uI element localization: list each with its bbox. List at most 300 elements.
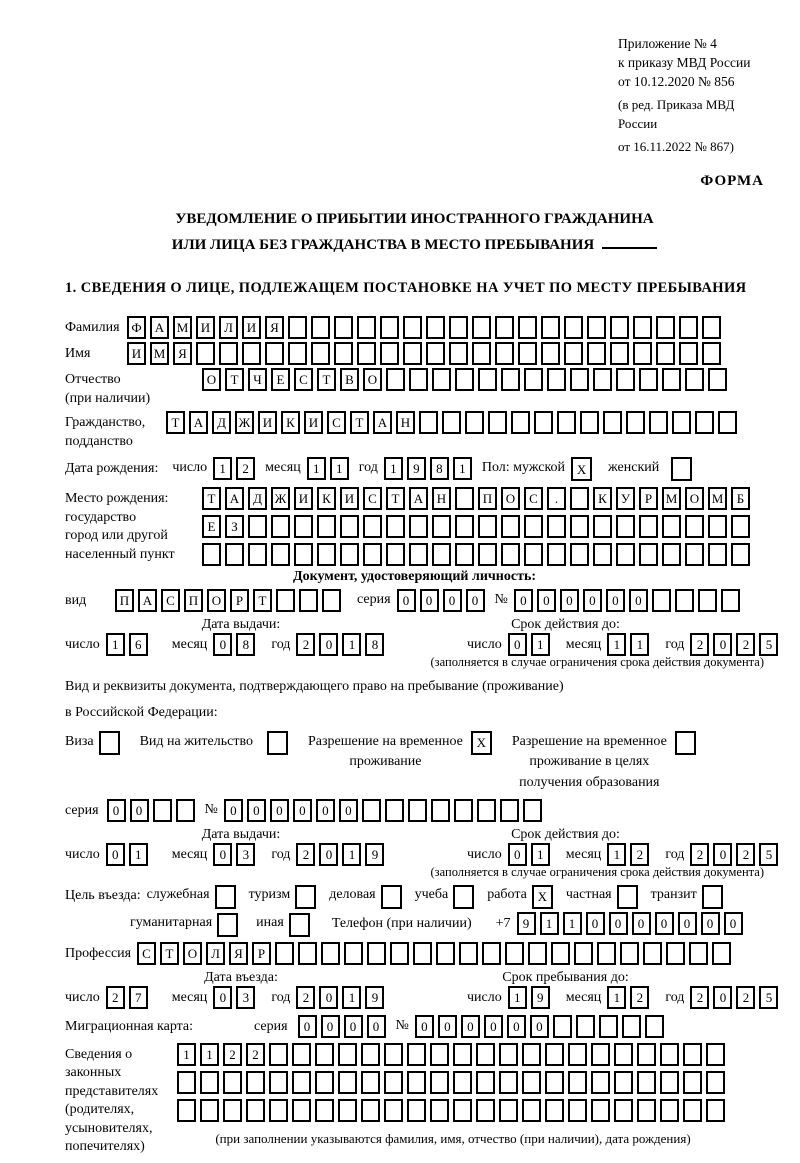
char-box[interactable]: В [340,368,359,391]
char-box[interactable]: 0 [655,912,674,935]
char-box[interactable] [591,1099,610,1122]
char-box[interactable] [616,515,635,538]
char-box[interactable]: 0 [270,799,289,822]
char-box[interactable] [656,316,675,339]
char-box[interactable] [99,731,120,755]
char-box[interactable] [689,942,708,965]
char-box[interactable]: Е [202,515,221,538]
char-box[interactable] [580,411,599,434]
char-box[interactable] [409,515,428,538]
char-box[interactable] [495,342,514,365]
char-box[interactable] [242,342,261,365]
char-box[interactable] [610,342,629,365]
char-box[interactable] [246,1099,265,1122]
char-box[interactable]: 0 [606,589,625,612]
char-box[interactable] [522,1071,541,1094]
char-box[interactable]: А [150,316,169,339]
char-box[interactable]: 6 [129,633,148,656]
char-box[interactable] [465,411,484,434]
char-box[interactable]: А [225,487,244,510]
char-box[interactable] [315,1099,334,1122]
char-box[interactable] [660,1099,679,1122]
char-box[interactable] [271,515,290,538]
char-box[interactable]: М [150,342,169,365]
char-box[interactable] [541,316,560,339]
char-box[interactable] [385,799,404,822]
char-box[interactable] [380,342,399,365]
char-box[interactable] [523,799,542,822]
char-box[interactable]: . [547,487,566,510]
char-box[interactable] [660,1071,679,1094]
char-box[interactable]: Б [731,487,750,510]
char-box[interactable] [645,1015,664,1038]
char-box[interactable] [617,885,638,909]
char-box[interactable] [675,589,694,612]
char-box[interactable] [685,368,704,391]
char-box[interactable]: 2 [246,1043,265,1066]
char-box[interactable] [409,368,428,391]
char-box[interactable] [288,316,307,339]
char-box[interactable]: 0 [443,589,462,612]
char-box[interactable] [570,487,589,510]
char-box[interactable]: 0 [583,589,602,612]
char-box[interactable] [495,316,514,339]
char-box[interactable]: Л [206,942,225,965]
char-box[interactable]: 0 [316,799,335,822]
char-box[interactable] [408,799,427,822]
char-box[interactable]: 0 [629,589,648,612]
char-box[interactable]: 0 [701,912,720,935]
char-box[interactable]: 0 [713,986,732,1009]
char-box[interactable] [248,543,267,566]
char-box[interactable] [298,942,317,965]
char-box[interactable] [652,589,671,612]
char-box[interactable] [177,1071,196,1094]
char-box[interactable] [454,799,473,822]
char-box[interactable] [384,1071,403,1094]
char-box[interactable]: Ф [127,316,146,339]
char-box[interactable] [570,368,589,391]
char-box[interactable] [384,1099,403,1122]
char-box[interactable] [685,515,704,538]
char-box[interactable] [357,316,376,339]
char-box[interactable]: 2 [690,633,709,656]
char-box[interactable] [702,342,721,365]
char-box[interactable]: Т [253,589,272,612]
char-box[interactable]: 8 [365,633,384,656]
char-box[interactable]: 0 [609,912,628,935]
char-box[interactable]: 9 [517,912,536,935]
char-box[interactable] [702,316,721,339]
char-box[interactable] [620,942,639,965]
char-box[interactable] [453,1099,472,1122]
char-box[interactable] [442,411,461,434]
char-box[interactable] [295,885,316,909]
char-box[interactable] [698,589,717,612]
char-box[interactable]: 0 [507,1015,526,1038]
char-box[interactable] [223,1099,242,1122]
char-box[interactable]: 1 [540,912,559,935]
char-box[interactable] [472,316,491,339]
char-box[interactable] [432,543,451,566]
char-box[interactable] [386,368,405,391]
char-box[interactable] [472,342,491,365]
char-box[interactable] [340,543,359,566]
char-box[interactable] [522,1099,541,1122]
char-box[interactable] [407,1099,426,1122]
char-box[interactable] [518,316,537,339]
char-box[interactable]: Я [173,342,192,365]
char-box[interactable]: 0 [321,1015,340,1038]
char-box[interactable] [477,799,496,822]
char-box[interactable] [459,942,478,965]
char-box[interactable]: 0 [713,843,732,866]
char-box[interactable] [219,342,238,365]
char-box[interactable]: Ж [271,487,290,510]
char-box[interactable] [524,543,543,566]
char-box[interactable]: 0 [293,799,312,822]
char-box[interactable] [431,799,450,822]
char-box[interactable] [564,342,583,365]
char-box[interactable] [708,368,727,391]
char-box[interactable] [656,342,675,365]
char-box[interactable] [564,316,583,339]
char-box[interactable]: X [532,885,553,909]
char-box[interactable] [672,411,691,434]
char-box[interactable]: 8 [430,457,449,480]
char-box[interactable]: 0 [586,912,605,935]
char-box[interactable] [380,316,399,339]
char-box[interactable]: П [184,589,203,612]
char-box[interactable]: Я [265,316,284,339]
char-box[interactable] [499,1071,518,1094]
char-box[interactable]: К [317,487,336,510]
char-box[interactable] [311,316,330,339]
char-box[interactable] [570,543,589,566]
char-box[interactable] [685,543,704,566]
char-box[interactable] [292,1071,311,1094]
char-box[interactable] [662,515,681,538]
char-box[interactable]: Т [202,487,221,510]
char-box[interactable]: 1 [330,457,349,480]
char-box[interactable]: 0 [420,589,439,612]
char-box[interactable] [505,942,524,965]
char-box[interactable] [361,1099,380,1122]
char-box[interactable]: 2 [690,986,709,1009]
char-box[interactable] [384,1043,403,1066]
char-box[interactable]: 0 [508,633,527,656]
char-box[interactable] [637,1099,656,1122]
char-box[interactable]: 0 [224,799,243,822]
char-box[interactable]: 8 [236,633,255,656]
char-box[interactable] [524,515,543,538]
char-box[interactable] [292,1099,311,1122]
char-box[interactable]: Т [350,411,369,434]
char-box[interactable] [702,885,723,909]
char-box[interactable]: А [189,411,208,434]
char-box[interactable]: 1 [607,843,626,866]
char-box[interactable] [334,316,353,339]
char-box[interactable] [430,1071,449,1094]
char-box[interactable] [202,543,221,566]
char-box[interactable] [476,1099,495,1122]
char-box[interactable]: 0 [537,589,556,612]
char-box[interactable] [500,799,519,822]
char-box[interactable] [344,942,363,965]
char-box[interactable] [679,342,698,365]
char-box[interactable]: 0 [130,799,149,822]
char-box[interactable] [528,942,547,965]
char-box[interactable] [524,368,543,391]
char-box[interactable] [289,913,310,937]
char-box[interactable]: С [137,942,156,965]
char-box[interactable] [553,1015,572,1038]
char-box[interactable] [706,1071,725,1094]
char-box[interactable] [499,1043,518,1066]
char-box[interactable]: 0 [339,799,358,822]
char-box[interactable]: 0 [213,843,232,866]
char-box[interactable] [200,1071,219,1094]
char-box[interactable] [545,1099,564,1122]
char-box[interactable]: Т [386,487,405,510]
char-box[interactable] [269,1043,288,1066]
char-box[interactable] [482,942,501,965]
char-box[interactable] [522,1043,541,1066]
char-box[interactable]: 2 [236,457,255,480]
char-box[interactable] [591,1043,610,1066]
char-box[interactable]: 1 [106,633,125,656]
char-box[interactable]: Р [639,487,658,510]
char-box[interactable] [587,316,606,339]
char-box[interactable]: 1 [177,1043,196,1066]
char-box[interactable] [357,342,376,365]
char-box[interactable]: О [685,487,704,510]
char-box[interactable]: 0 [461,1015,480,1038]
char-box[interactable] [633,316,652,339]
char-box[interactable] [407,1043,426,1066]
char-box[interactable] [639,515,658,538]
char-box[interactable] [568,1071,587,1094]
char-box[interactable] [708,515,727,538]
char-box[interactable] [587,342,606,365]
char-box[interactable] [633,342,652,365]
char-box[interactable]: Р [252,942,271,965]
char-box[interactable] [545,1071,564,1094]
char-box[interactable] [381,885,402,909]
char-box[interactable] [432,368,451,391]
char-box[interactable] [488,411,507,434]
char-box[interactable] [518,342,537,365]
char-box[interactable] [534,411,553,434]
char-box[interactable]: 0 [508,843,527,866]
char-box[interactable] [576,1015,595,1038]
char-box[interactable]: Н [396,411,415,434]
char-box[interactable]: 2 [736,843,755,866]
char-box[interactable] [557,411,576,434]
char-box[interactable] [453,1043,472,1066]
char-box[interactable] [675,731,696,755]
char-box[interactable] [317,543,336,566]
char-box[interactable] [403,316,422,339]
char-box[interactable] [217,913,238,937]
char-box[interactable] [269,1071,288,1094]
char-box[interactable] [683,1043,702,1066]
char-box[interactable]: Т [317,368,336,391]
char-box[interactable]: 2 [736,986,755,1009]
char-box[interactable] [311,342,330,365]
char-box[interactable]: И [258,411,277,434]
char-box[interactable] [637,1043,656,1066]
char-box[interactable] [430,1099,449,1122]
char-box[interactable]: И [304,411,323,434]
char-box[interactable] [695,411,714,434]
char-box[interactable] [568,1099,587,1122]
char-box[interactable] [407,1071,426,1094]
char-box[interactable] [455,487,474,510]
char-box[interactable]: Е [271,368,290,391]
char-box[interactable]: 9 [407,457,426,480]
char-box[interactable]: 1 [307,457,326,480]
char-box[interactable] [271,543,290,566]
char-box[interactable]: О [207,589,226,612]
char-box[interactable]: 0 [213,986,232,1009]
char-box[interactable] [453,885,474,909]
char-box[interactable] [267,731,288,755]
char-box[interactable] [599,1015,618,1038]
char-box[interactable] [478,543,497,566]
char-box[interactable]: М [708,487,727,510]
char-box[interactable] [288,342,307,365]
char-box[interactable] [153,799,172,822]
char-box[interactable]: 1 [213,457,232,480]
char-box[interactable] [340,515,359,538]
char-box[interactable]: 0 [319,986,338,1009]
char-box[interactable]: 9 [365,986,384,1009]
char-box[interactable]: Р [230,589,249,612]
char-box[interactable]: С [161,589,180,612]
char-box[interactable]: 0 [514,589,533,612]
char-box[interactable]: 1 [607,986,626,1009]
char-box[interactable] [660,1043,679,1066]
char-box[interactable] [731,515,750,538]
char-box[interactable] [478,515,497,538]
char-box[interactable]: X [571,457,592,481]
char-box[interactable] [666,942,685,965]
char-box[interactable] [683,1099,702,1122]
char-box[interactable]: 0 [466,589,485,612]
char-box[interactable]: З [225,515,244,538]
char-box[interactable]: 0 [106,843,125,866]
char-box[interactable]: 5 [759,986,778,1009]
char-box[interactable] [593,368,612,391]
char-box[interactable]: И [340,487,359,510]
char-box[interactable] [455,368,474,391]
char-box[interactable]: X [471,731,492,755]
char-box[interactable] [547,515,566,538]
char-box[interactable] [637,1071,656,1094]
char-box[interactable] [610,316,629,339]
char-box[interactable]: 9 [365,843,384,866]
char-box[interactable]: С [294,368,313,391]
char-box[interactable]: И [242,316,261,339]
char-box[interactable]: 3 [236,986,255,1009]
char-box[interactable] [363,515,382,538]
char-box[interactable]: 0 [438,1015,457,1038]
char-box[interactable] [225,543,244,566]
char-box[interactable]: О [363,368,382,391]
char-box[interactable] [501,543,520,566]
char-box[interactable]: 0 [107,799,126,822]
char-box[interactable]: 0 [397,589,416,612]
char-box[interactable]: 2 [296,986,315,1009]
char-box[interactable] [683,1071,702,1094]
char-box[interactable] [246,1071,265,1094]
char-box[interactable]: 2 [630,986,649,1009]
char-box[interactable] [593,543,612,566]
char-box[interactable] [679,316,698,339]
char-box[interactable] [386,543,405,566]
char-box[interactable]: И [127,342,146,365]
char-box[interactable] [294,543,313,566]
char-box[interactable] [614,1043,633,1066]
char-box[interactable] [294,515,313,538]
char-box[interactable] [403,342,422,365]
char-box[interactable] [321,942,340,965]
char-box[interactable] [706,1043,725,1066]
char-box[interactable] [177,1099,196,1122]
char-box[interactable]: Ж [235,411,254,434]
char-box[interactable] [501,368,520,391]
char-box[interactable] [453,1071,472,1094]
char-box[interactable]: С [363,487,382,510]
char-box[interactable] [706,1099,725,1122]
char-box[interactable]: О [183,942,202,965]
char-box[interactable]: 0 [530,1015,549,1038]
char-box[interactable]: Ч [248,368,267,391]
char-box[interactable] [721,589,740,612]
char-box[interactable] [718,411,737,434]
char-box[interactable]: 0 [560,589,579,612]
char-box[interactable]: 0 [319,843,338,866]
char-box[interactable] [322,589,341,612]
char-box[interactable]: 0 [415,1015,434,1038]
char-box[interactable] [712,942,731,965]
char-box[interactable] [176,799,195,822]
char-box[interactable]: 0 [367,1015,386,1038]
char-box[interactable] [413,942,432,965]
char-box[interactable]: Т [225,368,244,391]
char-box[interactable] [593,515,612,538]
char-box[interactable] [276,589,295,612]
char-box[interactable] [275,942,294,965]
char-box[interactable] [248,515,267,538]
char-box[interactable] [299,589,318,612]
char-box[interactable] [455,515,474,538]
char-box[interactable]: А [138,589,157,612]
char-box[interactable] [603,411,622,434]
char-box[interactable] [449,342,468,365]
char-box[interactable] [708,543,727,566]
char-box[interactable]: Л [219,316,238,339]
char-box[interactable] [315,1071,334,1094]
char-box[interactable] [626,411,645,434]
char-box[interactable]: М [173,316,192,339]
char-box[interactable]: 0 [213,633,232,656]
char-box[interactable]: 1 [630,633,649,656]
char-box[interactable]: 1 [342,633,361,656]
char-box[interactable] [449,316,468,339]
char-box[interactable]: И [196,316,215,339]
